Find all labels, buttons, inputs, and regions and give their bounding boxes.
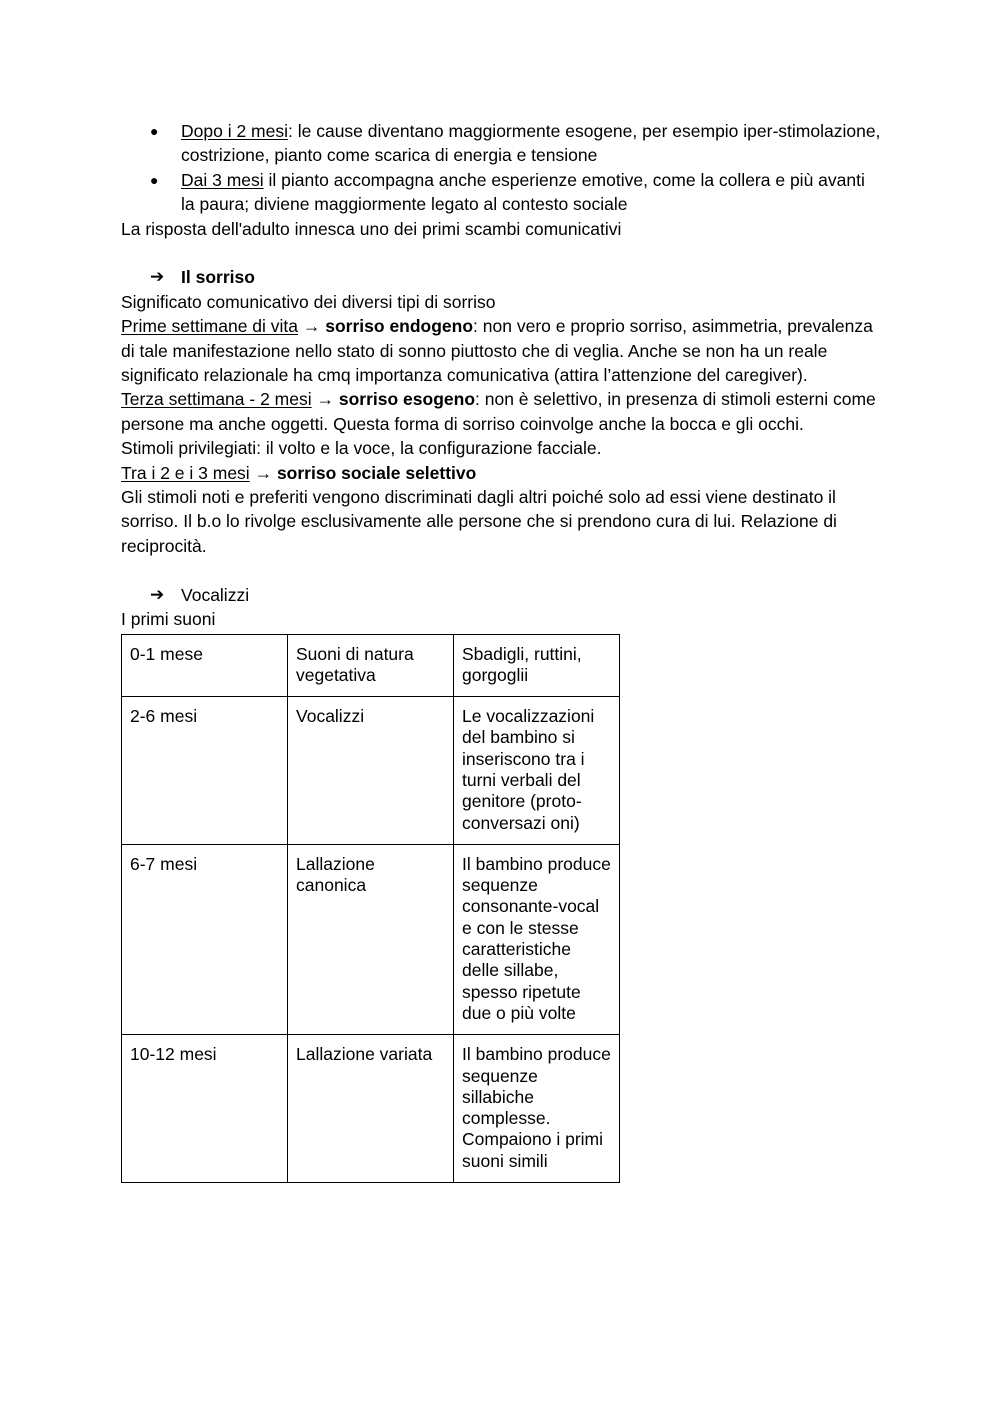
period-label: Tra i 2 e i 3 mesi	[121, 462, 250, 483]
adult-response-text: La risposta dell'adulto innesca uno dei primi scambi comunicativi	[121, 218, 622, 239]
table-cell-description: Le vocalizzazioni del bambino si inseriscono tra i turni verbali del genitore (proto-conversazi oni)	[454, 697, 620, 845]
table-cell-description: Il bambino produce sequenze consonante-vocal e con le stesse caratteristiche delle sillabe, spesso ripetute due o più volte	[454, 844, 620, 1034]
period-label: Terza settimana - 2 mesi	[121, 389, 312, 410]
bullet-label: Dopo i 2 mesi	[181, 121, 288, 141]
term-label: sorriso esogeno	[338, 389, 476, 410]
arrow-text: →	[298, 316, 326, 337]
spacer	[121, 241, 881, 265]
table-cell-type: Vocalizzi	[288, 697, 454, 845]
table-cell-description: Il bambino produce sequenze sillabiche complesse. Compaiono i primi suoni simili	[454, 1035, 620, 1183]
spacer	[121, 558, 881, 582]
stimoli-text: Stimoli privilegiati: il volto e la voce, la configurazione facciale.	[121, 438, 602, 459]
table-cell-type: Lallazione variata	[288, 1035, 454, 1183]
table-cell-age: 0-1 mese	[122, 634, 288, 697]
arrow-text: →	[249, 462, 277, 483]
sorriso-intro: Significato comunicativo dei diversi tipi di sorriso	[121, 291, 496, 312]
sorriso-endogeno-paragraph	[121, 314, 881, 387]
list-item	[121, 168, 881, 217]
heading-text: Vocalizzi	[181, 584, 250, 605]
arrow-right-icon: ➔	[150, 267, 165, 287]
document-page	[121, 119, 881, 1183]
table-cell-age: 6-7 mesi	[122, 844, 288, 1034]
table-cell-type: Lallazione canonica	[288, 844, 454, 1034]
vocalizzi-intro: I primi suoni	[121, 609, 216, 630]
table-cell-type: Suoni di natura vegetativa	[288, 634, 454, 697]
table-cell-description: Sbadigli, ruttini, gorgoglii	[454, 634, 620, 697]
term-label: sorriso endogeno	[325, 316, 474, 337]
description-text: : non vero e proprio sorriso, asimmetria, prevalenza di tale manifestazione nello stato di sonno piuttosto che di veglia. Anche se non ha un reale significato relazionale ha cmq importanza comunicativa (attira l’attenzione del caregiver).	[121, 316, 873, 386]
table-row	[122, 1035, 620, 1183]
term-label: sorriso sociale selettivo	[276, 462, 477, 483]
vocalizzi-table	[121, 634, 620, 1184]
bullet-text: : le cause diventano maggiormente esogene, per esempio iper-stimolazione, costrizione, pianto come scarica di energia e tensione	[181, 121, 881, 166]
section-heading-sorriso	[121, 265, 881, 289]
period-label: Prime settimane di vita	[121, 316, 299, 337]
sorriso-esogeno-paragraph	[121, 387, 881, 436]
bullet-label: Dai 3 mesi	[181, 169, 264, 190]
arrow-text: →	[311, 389, 339, 410]
table-row	[122, 697, 620, 845]
description-text: : non è selettivo, in presenza di stimoli esterni come persone ma anche oggetti. Questa forma di sorriso coinvolge anche la bocca e gli occhi.	[121, 389, 876, 434]
table-row	[122, 844, 620, 1034]
arrow-right-icon: ➔	[150, 584, 165, 604]
bullet-icon: ●	[150, 171, 159, 188]
list-item	[121, 119, 881, 168]
section-heading-vocalizzi	[121, 583, 881, 607]
table-cell-age: 2-6 mesi	[122, 697, 288, 845]
heading-text: Il sorriso	[181, 267, 255, 288]
crying-causes-list	[121, 119, 881, 217]
sorriso-sociale-description: Gli stimoli noti e preferiti vengono discriminati dagli altri poiché solo ad essi viene destinato il sorriso. Il b.o lo rivolge esclusivamente alle persone che si prendono cura di lui. Relazione di reciprocità.	[121, 487, 837, 556]
table-row	[122, 634, 620, 697]
table-cell-age: 10-12 mesi	[122, 1035, 288, 1183]
sorriso-sociale-heading	[121, 461, 881, 485]
bullet-icon: ●	[150, 123, 159, 139]
bullet-text: il pianto accompagna anche esperienze emotive, come la collera e più avanti la paura; diviene maggiormente legato al contesto sociale	[181, 169, 865, 215]
